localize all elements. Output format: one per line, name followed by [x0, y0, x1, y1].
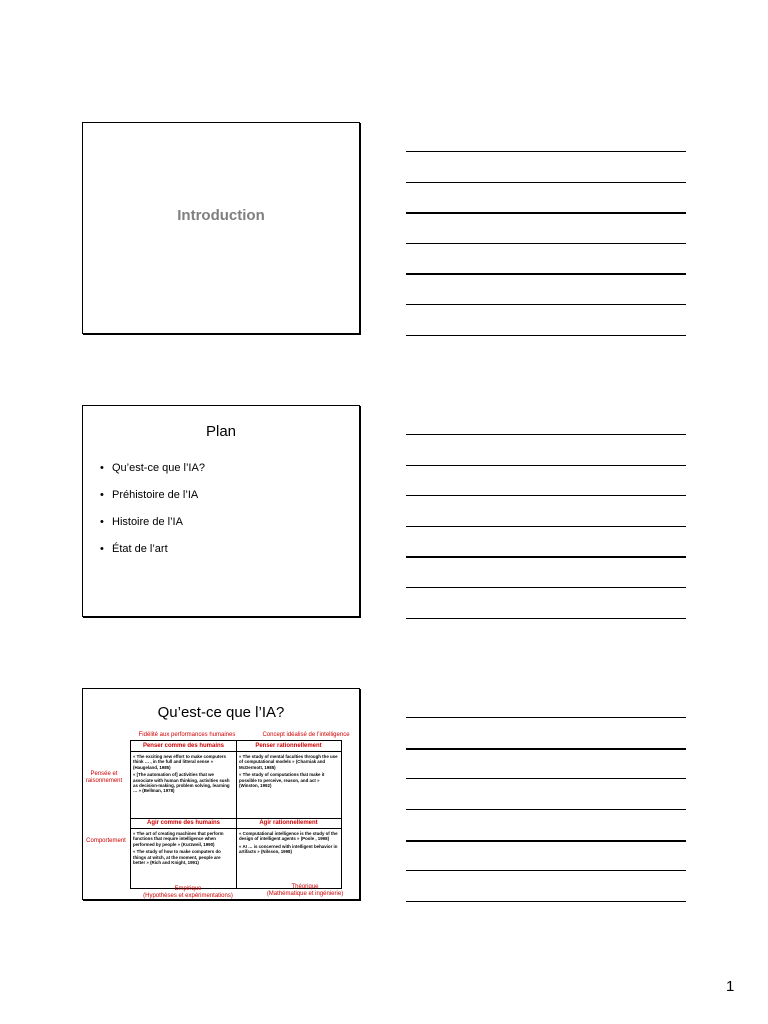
definition-quote: « The study of computations that make it possible to perceive, reason, and act » (Winston, 1992): [239, 772, 325, 789]
note-line: [406, 717, 686, 718]
cell-act-like-humans: [133, 831, 234, 867]
grid-divider: [131, 828, 341, 829]
note-line: [406, 182, 686, 183]
slide-plan: [82, 405, 360, 617]
axis-label-top-left: Fidélité aux performances humaines: [138, 732, 236, 738]
bullet-item: • Histoire de l’IA: [100, 516, 205, 543]
note-line: [406, 273, 686, 275]
note-line: [406, 434, 686, 435]
note-line: [406, 335, 686, 336]
header-act-like-humans: Agir comme des humains: [146, 820, 221, 826]
header-think-like-humans: Penser comme des humains: [142, 743, 225, 749]
note-line: [406, 870, 686, 871]
grid-divider: [131, 818, 341, 819]
slide-title: Plan: [205, 423, 237, 440]
bullet-item: • Qu’est-ce que l’IA?: [100, 462, 205, 489]
note-line: [406, 778, 686, 779]
cell-think-like-humans: [133, 754, 234, 796]
cell-act-rationally: [239, 831, 340, 857]
note-line: [406, 840, 686, 842]
definition-quote: « The exciting new effort to make computers think … , in the full and litteral sense » (Haugeland, 1985): [133, 754, 226, 770]
note-line: [406, 495, 686, 496]
grid-divider-vertical: [236, 741, 237, 888]
slide-title: Introduction: [177, 207, 265, 224]
note-line: [406, 151, 686, 152]
definition-quote: « The study of mental faculties through the use of computational models » (Charniak and McDermott, 1985): [239, 754, 338, 770]
note-line: [406, 587, 686, 588]
axis-label-bottom-right: [251, 884, 359, 898]
definition-quote: « Computational intelligence is the study of the design of intelligent agents » (Poole , 1998): [239, 831, 338, 842]
bullet-item: • État de l’art: [100, 543, 205, 570]
axis-label-line: (Hypothèses et expérimentations): [143, 893, 233, 899]
definition-quote: « [The automation of] activities that we associate with human thinking, activities sush as decision-making, problem solving, learning … » (Bellman, 1978): [133, 772, 230, 794]
axis-label-line: (Mathématique et ingénierie): [266, 891, 344, 897]
note-line: [406, 212, 686, 214]
note-line: [406, 901, 686, 902]
note-line: [406, 304, 686, 305]
bullet-item: • Préhistoire de l’IA: [100, 489, 205, 516]
cell-think-rationally: [239, 754, 340, 790]
axis-label-row2: Comportement: [86, 838, 126, 844]
note-line: [406, 243, 686, 244]
note-line: [406, 809, 686, 810]
note-line: [406, 556, 686, 558]
slide-introduction: [82, 122, 360, 334]
page-number: 1: [726, 978, 735, 995]
ai-definitions-grid: [130, 740, 342, 889]
slide-what-is-ai: [82, 688, 360, 900]
note-line: [406, 618, 686, 619]
axis-label-line: Empirique: [174, 886, 202, 892]
header-act-rationally: Agir rationnellement: [259, 820, 318, 826]
definition-quote: « The study of how to make computers do things at witch, at the moment, people are better » (Rich and Knight, 1991): [133, 849, 221, 866]
grid-divider: [131, 751, 341, 752]
definition-quote: « AI … is concerned with intelligent behavior in artifacts » (Nilsson, 1998): [239, 843, 338, 855]
note-line: [406, 526, 686, 527]
axis-label-row1: Pensée et raisonnement: [85, 771, 123, 784]
note-line: [406, 465, 686, 466]
bullet-list: [100, 462, 205, 570]
axis-label-line: Théorique: [291, 884, 319, 890]
definition-quote: « The art of creating machines that perform functions that require intelligence when performed by people » (Kurzweil, 1990): [133, 831, 224, 847]
note-line: [406, 748, 686, 750]
slide-title: Qu’est-ce que l’IA?: [157, 704, 285, 721]
header-think-rationally: Penser rationnellement: [255, 743, 322, 749]
axis-label-top-right: Concept idéalisé de l’intelligence: [262, 732, 350, 738]
axis-label-bottom-left: [133, 886, 243, 900]
